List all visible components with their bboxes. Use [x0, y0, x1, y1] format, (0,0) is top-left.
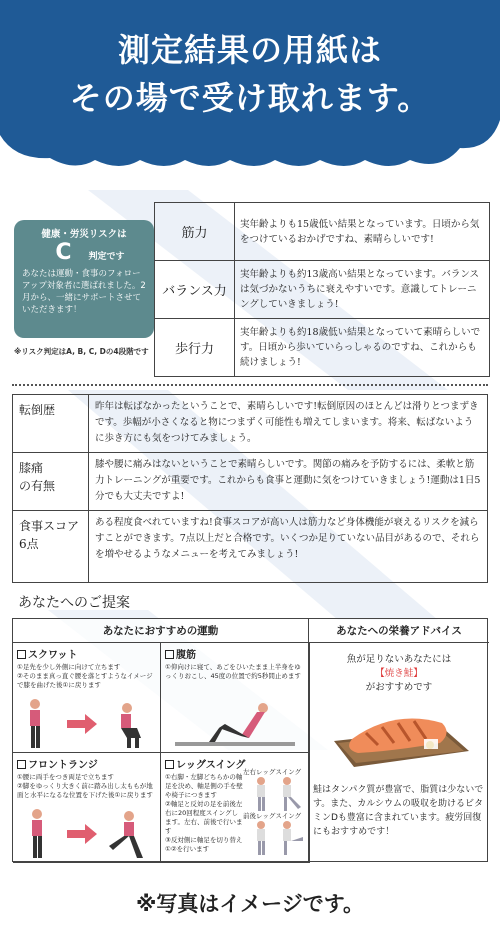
risk-description: あなたは運動・食事のフォローアップ対象者に選ばれました。2月から、一緒にサポートさせていただきます！: [22, 269, 146, 315]
banner: [0, 0, 500, 172]
assessment-label: 筋力: [155, 203, 235, 261]
assessment-label: バランス力: [155, 261, 235, 319]
assessment-text: 実年齢よりも15歳低い結果となっています。日頃から気をつけているおかげですね、素晴らしいです!: [235, 203, 490, 261]
assessment-row: [155, 319, 490, 377]
history-text: 膝や腰に痛みはないということで素晴らしいです。関節の痛みを予防するには、柔軟と筋力トレーニングが重要です。これからも食事と運動に気をつけていきましょう!運動は1日5分でも大丈夫ですよ!: [89, 453, 488, 511]
grilled-salmon-icon: [324, 699, 474, 777]
history-text: 昨年は転ばなかったということで、素晴らしいです!転倒原因のほとんどは滑りとつまずきです。歩幅が小さくなると物につまずく可能性も増えてしまいます。将来、転ばないように歩き方にも気をつけてみましょう。: [89, 395, 488, 453]
exercise-leg-swing: [161, 753, 309, 863]
exercise-name: レッグスイング: [176, 760, 246, 771]
checkbox-icon: [17, 760, 26, 769]
leg-swing-figure-icon: [247, 775, 305, 859]
exercise-name: フロントランジ: [28, 760, 98, 771]
nutrition-description: 鮭はタンパク質が豊富で、脂質は少ないです。また、カルシウムの吸収を助けるビタミンDも豊富に含まれています。疲労回復にもおすすめです！: [313, 785, 484, 837]
squat-figure-icon: [17, 698, 155, 750]
result-sheet: [8, 190, 492, 862]
checkbox-icon: [17, 650, 26, 659]
checkbox-icon: [165, 760, 174, 769]
exercise-abs: [161, 643, 309, 753]
exercise-desc: ①腰に両手をつき両足で立ちます ②脚をゆっくり大きく前に踏み出し太ももが地面と水平になるな位置を下げた後①に戻ります: [17, 773, 153, 799]
nutrition-intro-post: がおすすめです: [365, 682, 433, 693]
assessment-label: 歩行力: [155, 319, 235, 377]
exercise-desc: ①右脚・左脚どちらかの軸足を決め、軸足側の手を壁や椅子につきます ②軸足と反対の足を前後左右に20回程度スイングします。左右、前後で行います ③反対側に軸足を切り替え①②を行います: [165, 773, 243, 853]
nutrition-header: あなたへの栄養アドバイス: [309, 619, 489, 643]
exercise-name: スクワット: [28, 650, 78, 661]
assessment-text: 実年齢よりも約18歳低い結果となっていて素晴らしいです。日頃から歩いていらっしゃるのですね、これからも続けましょう!: [235, 319, 490, 377]
footer-note: ※写真はイメージです。: [135, 892, 365, 916]
exercise-desc: ①仰向けに寝て、あごをひいたまま上半身をゆっくりおこし、45度の位置で約5秒間止めます: [165, 663, 301, 680]
history-text: ある程度食べれていますね!食事スコアが高い人は筋力など身体機能が衰えるリスクを減らすことができます。7点以上だと合格です。いくつか足りていない品目があるので、それらを増やせるようなメニューを考えてみましょう!: [89, 511, 488, 583]
risk-title: 健康・労災リスクは: [41, 229, 127, 240]
leg-swing-front-label: 前後レッグスイング: [243, 812, 302, 820]
history-label: 転倒歴: [13, 395, 89, 453]
grid-divider: [309, 643, 310, 863]
nutrition-intro: 魚が足りないあなたには: [346, 654, 452, 665]
exercise-squat: [13, 643, 161, 753]
assessment-row: [155, 203, 490, 261]
banner-line-2: その場で受け取れます。: [69, 79, 431, 117]
banner-line-1: 測定結果の用紙は: [117, 31, 382, 69]
history-row: [13, 453, 488, 511]
risk-grade-suffix: 判定です: [88, 252, 125, 262]
exercise-name: 腹筋: [176, 650, 196, 661]
risk-note: ※リスク判定はA, B, C, Dの4段階です: [14, 347, 149, 356]
assessment-row: [155, 261, 490, 319]
nutrition-advice: [313, 647, 485, 859]
history-row: [13, 511, 488, 583]
exercise-front-lunge: [13, 753, 161, 863]
lunge-figure-icon: [17, 808, 155, 860]
assessment-text: 実年齢よりも約13歳高い結果となっています。バランスは気づかないうちに衰えやすいです。意識してトレーニングしていきましょう!: [235, 261, 490, 319]
history-label-text: 膝痛 の有無: [19, 461, 56, 493]
exercise-desc: ①足先を少し外側に向けて立ちます ②そのまま真っ直ぐ腰を落とすようなイメージで膝を曲げた後①に戻ります: [17, 663, 153, 689]
history-label: [13, 453, 89, 511]
situp-figure-icon: [165, 698, 303, 750]
leg-swing-side-label: 左右レッグスイング: [243, 768, 302, 776]
risk-box: [14, 220, 154, 338]
history-row: [13, 395, 488, 453]
history-label: [13, 511, 89, 583]
risk-grade: C: [43, 242, 83, 264]
dotted-divider: [12, 384, 488, 386]
checkbox-icon: [165, 650, 174, 659]
history-table: [12, 394, 488, 583]
assessment-table: [154, 202, 490, 377]
nutrition-highlight: 【焼き鮭】: [375, 668, 423, 679]
proposal-title: あなたへのご提案: [18, 595, 130, 611]
history-label-text: 食事スコア 6点: [19, 519, 80, 551]
exercise-header: あなたにおすすめの運動: [13, 619, 309, 643]
proposal-grid: [12, 618, 488, 862]
